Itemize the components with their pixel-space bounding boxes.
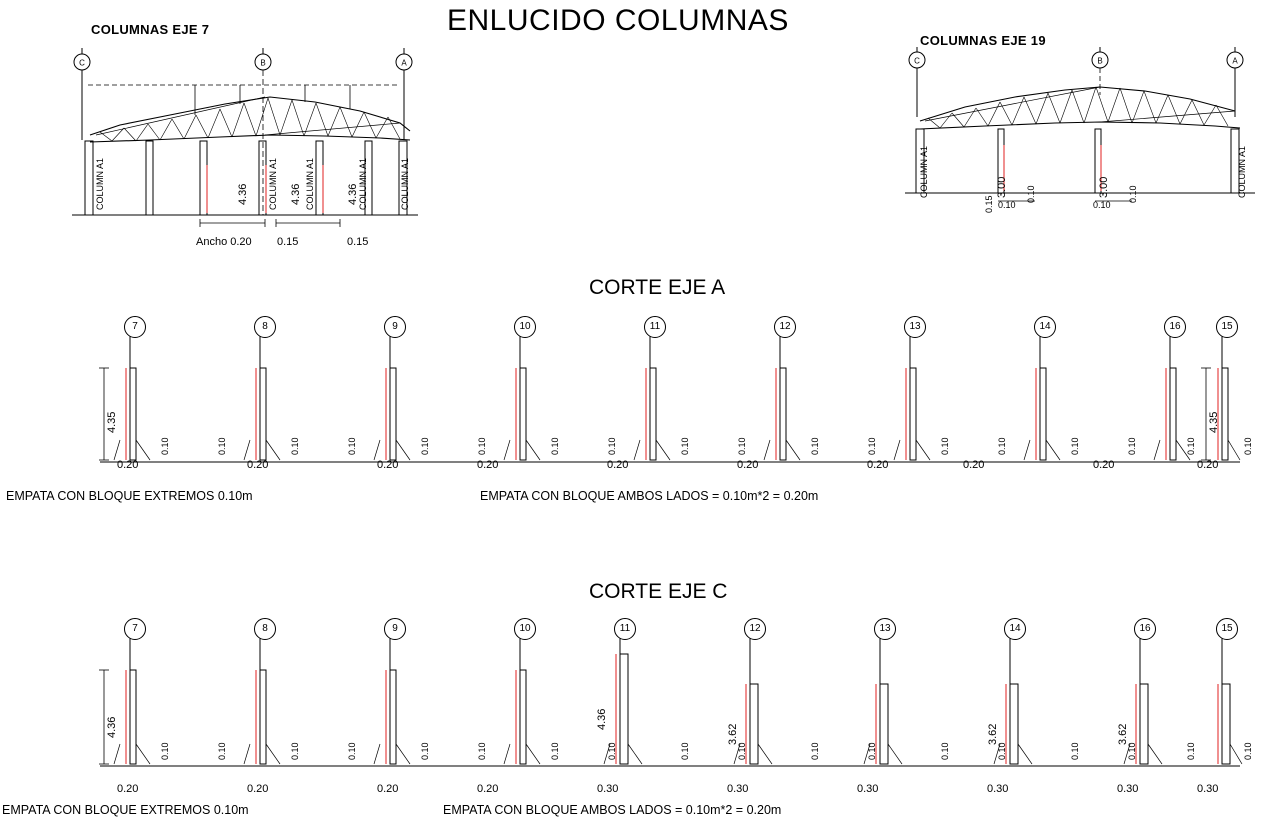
eje7-label: COLUMNAS EJE 7 xyxy=(91,22,210,37)
corte-c-side-dim-13: 0.10 xyxy=(940,742,950,760)
corte-a-base-dim-7: 0.20 xyxy=(867,459,889,471)
corte-a-bubble-8: 8 xyxy=(254,316,276,338)
corte-c-side-dim-2: 0.10 xyxy=(217,742,227,760)
eje7-dim-3: 0.15 xyxy=(347,236,369,248)
corte-a-base-dim-6: 0.20 xyxy=(737,459,759,471)
corte-a-base-dim-8: 0.20 xyxy=(963,459,985,471)
corte-c-side-dim-5: 0.10 xyxy=(420,742,430,760)
corte-c-note-left: EMPATA CON BLOQUE EXTREMOS 0.10m xyxy=(2,803,249,817)
corte-c-side-dim-11: 0.10 xyxy=(810,742,820,760)
corte-a-side-dim-4: 0.10 xyxy=(347,437,357,455)
eje7-column-tag-3: COLUMN A1 xyxy=(305,157,315,210)
corte-c-bubble-7: 7 xyxy=(124,618,146,640)
corte-c-note-center: EMPATA CON BLOQUE AMBOS LADOS = 0.10m*2 = 0.20m xyxy=(443,803,782,817)
corte-a-side-dim-5: 0.10 xyxy=(420,437,430,455)
corte-c-base-dim-1: 0.20 xyxy=(117,783,139,795)
corte-a-side-dim-7: 0.10 xyxy=(550,437,560,455)
corte-c-bubble-14: 14 xyxy=(1004,618,1026,640)
corte-a-side-dim-9: 0.10 xyxy=(680,437,690,455)
eje7-dim-2: 0.15 xyxy=(277,236,299,248)
svg-text:A: A xyxy=(1232,56,1238,66)
corte-a-base-dim-1: 0.20 xyxy=(117,459,139,471)
corte-a-side-dim-6: 0.10 xyxy=(477,437,487,455)
corte-a-side-dim-15: 0.10 xyxy=(1070,437,1080,455)
eje19-height-1: 3.00 xyxy=(996,176,1008,198)
svg-text:B: B xyxy=(260,58,266,68)
corte-a-base-dim-5: 0.20 xyxy=(607,459,629,471)
corte-c-side-dim-3: 0.10 xyxy=(290,742,300,760)
corte-c-bubble-16: 16 xyxy=(1134,618,1156,640)
corte-a-bubble-14: 14 xyxy=(1034,316,1056,338)
corte-a-bubble-15: 15 xyxy=(1216,316,1238,338)
eje19-column-tag-2: COLUMN A1 xyxy=(1237,145,1247,198)
corte-c-height-extra-1: 3.62 xyxy=(727,723,739,745)
eje19-height-2: 3.00 xyxy=(1098,176,1110,198)
corte-c-base-dim-6: 0.30 xyxy=(727,783,749,795)
corte-c-side-dim-8: 0.10 xyxy=(607,742,617,760)
corte-a-note-center: EMPATA CON BLOQUE AMBOS LADOS = 0.10m*2 = 0.20m xyxy=(480,489,819,503)
eje7-drawing xyxy=(60,45,480,255)
eje19-label: COLUMNAS EJE 19 xyxy=(920,33,1046,48)
svg-text:C: C xyxy=(914,56,920,66)
corte-c-bubble-8: 8 xyxy=(254,618,276,640)
corte-a-side-dim-16: 0.10 xyxy=(1127,437,1137,455)
corte-c-base-dim-4: 0.20 xyxy=(477,783,499,795)
eje7-column-tag-5: COLUMN A1 xyxy=(400,157,410,210)
eje7-height-1: 4.36 xyxy=(237,183,249,205)
corte-a-height-left: 4.35 xyxy=(106,411,118,433)
corte-c-bubble-13: 13 xyxy=(874,618,896,640)
corte-c-side-dim-15: 0.10 xyxy=(1070,742,1080,760)
corte-a-base-dim-10: 0.20 xyxy=(1197,459,1219,471)
corte-a-bubble-9: 9 xyxy=(384,316,406,338)
corte-c-side-dim-17: 0.10 xyxy=(1186,742,1196,760)
corte-c-side-dim-16: 0.10 xyxy=(1127,742,1137,760)
corte-c-height-extra-3: 3.62 xyxy=(1117,723,1129,745)
corte-c-side-dim-1: 0.10 xyxy=(160,742,170,760)
corte-a-bubble-10: 10 xyxy=(514,316,536,338)
eje7-width-label: Ancho 0.20 xyxy=(196,236,252,248)
corte-c-height-extra-2: 3.62 xyxy=(987,723,999,745)
eje7-height-3: 4.36 xyxy=(347,183,359,205)
eje7-column-tag-1: COLUMN A1 xyxy=(95,157,105,210)
corte-a-bubble-7: 7 xyxy=(124,316,146,338)
corte-c-base-dim-10: 0.30 xyxy=(1197,783,1219,795)
corte-c-bubble-11: 11 xyxy=(614,618,636,640)
corte-a-bubble-13: 13 xyxy=(904,316,926,338)
corte-a-bubble-12: 12 xyxy=(774,316,796,338)
page-title: ENLUCIDO COLUMNAS xyxy=(447,4,789,37)
corte-c-bubble-15: 15 xyxy=(1216,618,1238,640)
eje19-dim-5: 0.10 xyxy=(1093,200,1111,210)
eje19-dim-3: 0.10 xyxy=(998,200,1016,210)
corte-c-height-left: 4.36 xyxy=(106,716,118,738)
svg-text:B: B xyxy=(1097,56,1103,66)
corte-c-side-dim-10: 0.10 xyxy=(737,742,747,760)
corte-c-title: CORTE EJE C xyxy=(589,580,728,603)
corte-a-side-dim-1: 0.10 xyxy=(160,437,170,455)
corte-a-side-dim-2: 0.10 xyxy=(217,437,227,455)
corte-a-base-dim-4: 0.20 xyxy=(477,459,499,471)
corte-c-base-dim-7: 0.30 xyxy=(857,783,879,795)
corte-a-side-dim-14: 0.10 xyxy=(997,437,1007,455)
corte-a-height-right: 4.35 xyxy=(1208,411,1220,433)
eje7-column-tag-2: COLUMN A1 xyxy=(268,157,278,210)
corte-c-bubble-9: 9 xyxy=(384,618,406,640)
corte-a-side-dim-13: 0.10 xyxy=(940,437,950,455)
corte-a-side-dim-18: 0.10 xyxy=(1243,437,1253,455)
corte-c-side-dim-7: 0.10 xyxy=(550,742,560,760)
corte-a-base-dim-9: 0.20 xyxy=(1093,459,1115,471)
corte-a-note-left: EMPATA CON BLOQUE EXTREMOS 0.10m xyxy=(6,489,253,503)
corte-c-base-dim-2: 0.20 xyxy=(247,783,269,795)
eje19-column-tag-1: COLUMN A1 xyxy=(919,145,929,198)
corte-a-side-dim-10: 0.10 xyxy=(737,437,747,455)
svg-text:C: C xyxy=(79,58,85,68)
eje19-dim-2: 0.10 xyxy=(1026,185,1036,203)
corte-a-side-dim-17: 0.10 xyxy=(1186,437,1196,455)
corte-a-base-dim-2: 0.20 xyxy=(247,459,269,471)
eje19-dim-1: 0.15 xyxy=(984,195,994,213)
corte-a-bubble-16: 16 xyxy=(1164,316,1186,338)
corte-c-bubble-10: 10 xyxy=(514,618,536,640)
corte-c-base-dim-9: 0.30 xyxy=(1117,783,1139,795)
corte-c-side-dim-12: 0.10 xyxy=(867,742,877,760)
corte-a-side-dim-3: 0.10 xyxy=(290,437,300,455)
corte-a-bubble-11: 11 xyxy=(644,316,666,338)
eje19-dim-4: 0.10 xyxy=(1128,185,1138,203)
corte-a-side-dim-12: 0.10 xyxy=(867,437,877,455)
corte-c-base-dim-5: 0.30 xyxy=(597,783,619,795)
corte-c-bubble-12: 12 xyxy=(744,618,766,640)
eje7-column-tag-4: COLUMN A1 xyxy=(358,157,368,210)
corte-c-side-dim-14: 0.10 xyxy=(997,742,1007,760)
corte-a-side-dim-8: 0.10 xyxy=(607,437,617,455)
svg-text:A: A xyxy=(401,58,407,68)
corte-a-side-dim-11: 0.10 xyxy=(810,437,820,455)
corte-c-side-dim-18: 0.10 xyxy=(1243,742,1253,760)
corte-c-side-dim-4: 0.10 xyxy=(347,742,357,760)
corte-a-base-dim-3: 0.20 xyxy=(377,459,399,471)
corte-a-title: CORTE EJE A xyxy=(589,276,726,299)
corte-c-base-dim-8: 0.30 xyxy=(987,783,1009,795)
corte-c-side-dim-9: 0.10 xyxy=(680,742,690,760)
corte-c-height-mid: 4.36 xyxy=(596,708,608,730)
eje19-drawing xyxy=(895,45,1264,235)
corte-c-base-dim-3: 0.20 xyxy=(377,783,399,795)
eje7-height-2: 4.36 xyxy=(290,183,302,205)
corte-c-side-dim-6: 0.10 xyxy=(477,742,487,760)
